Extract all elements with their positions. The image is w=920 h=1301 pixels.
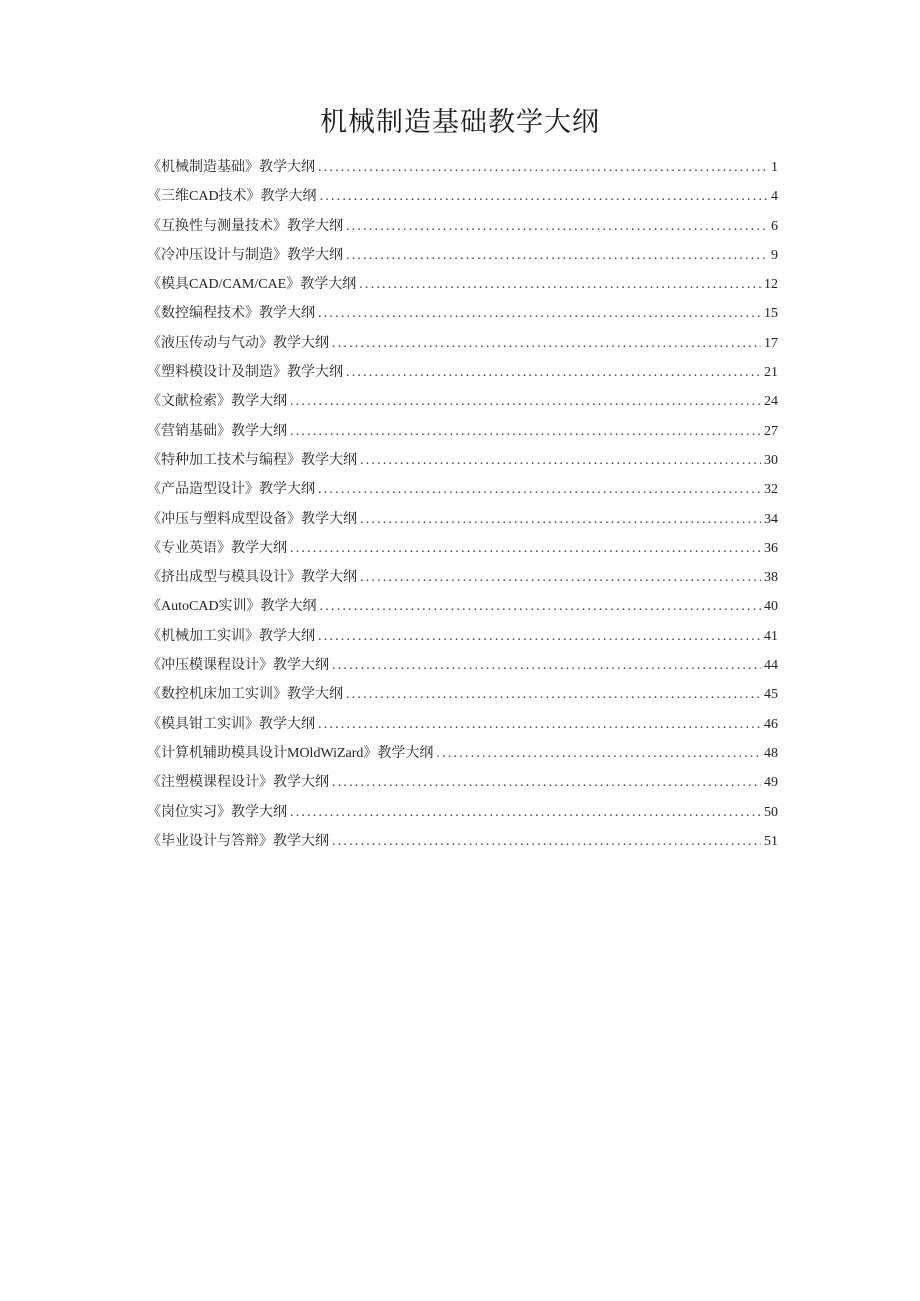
toc-dot-leader <box>290 417 761 446</box>
toc-entry[interactable] <box>147 387 778 416</box>
toc-entry-title: 《挤出成型与模具设计》教学大纲 <box>147 570 357 586</box>
toc-entry-title: 《数控编程技术》教学大纲 <box>147 306 315 322</box>
toc-entry[interactable] <box>147 827 778 856</box>
toc-entry[interactable] <box>147 768 778 797</box>
toc-entry-title: 《岗位实习》教学大纲 <box>147 804 287 820</box>
toc-page-number: 21 <box>764 365 778 381</box>
toc-dot-leader <box>320 182 768 211</box>
toc-entry-title: 《互换性与测量技术》教学大纲 <box>147 218 343 234</box>
toc-entry[interactable] <box>147 153 778 182</box>
toc-entry-title: 《计算机辅助模具设计MOldWiZard》教学大纲 <box>147 745 434 761</box>
toc-entry[interactable] <box>147 212 778 241</box>
toc-entry[interactable] <box>147 710 778 739</box>
toc-entry-title: 《三维CAD技术》教学大纲 <box>147 189 317 205</box>
toc-page-number: 50 <box>764 804 778 820</box>
toc-entry-title: 《营销基础》教学大纲 <box>147 423 287 439</box>
toc-entry[interactable] <box>147 299 778 328</box>
toc-page-number: 34 <box>764 511 778 527</box>
toc-page-number: 12 <box>764 277 778 293</box>
toc-entry-title: 《液压传动与气动》教学大纲 <box>147 335 329 351</box>
toc-dot-leader <box>346 358 761 387</box>
toc-page-number: 30 <box>764 452 778 468</box>
toc-dot-leader <box>290 798 761 827</box>
toc-entry-title: 《特种加工技术与编程》教学大纲 <box>147 452 357 468</box>
toc-dot-leader <box>332 827 761 856</box>
toc-entry[interactable] <box>147 241 778 270</box>
toc-dot-leader <box>346 680 761 709</box>
toc-page-number: 9 <box>771 247 778 263</box>
toc-entry[interactable] <box>147 446 778 475</box>
toc-page-number: 24 <box>764 394 778 410</box>
toc-entry-title: 《冲压模课程设计》教学大纲 <box>147 658 329 674</box>
toc-entry[interactable] <box>147 798 778 827</box>
toc-dot-leader <box>360 505 761 534</box>
toc-entry-title: 《冲压与塑料成型设备》教学大纲 <box>147 511 357 527</box>
toc-dot-leader <box>332 651 761 680</box>
toc-entry-title: 《模具钳工实训》教学大纲 <box>147 716 315 732</box>
toc-page-number: 6 <box>771 218 778 234</box>
toc-entry[interactable] <box>147 622 778 651</box>
toc-entry[interactable] <box>147 680 778 709</box>
toc-page-number: 4 <box>771 189 778 205</box>
toc-dot-leader <box>290 534 761 563</box>
toc-page-number: 41 <box>764 628 778 644</box>
toc-entry[interactable] <box>147 592 778 621</box>
toc-entry-title: 《数控机床加工实训》教学大纲 <box>147 687 343 703</box>
toc-entry[interactable] <box>147 505 778 534</box>
toc-entry[interactable] <box>147 182 778 211</box>
toc-entry-title: 《机械加工实训》教学大纲 <box>147 628 315 644</box>
toc-entry-title: 《毕业设计与答辩》教学大纲 <box>147 833 329 849</box>
toc-page-number: 1 <box>771 160 778 175</box>
toc-dot-leader <box>360 446 761 475</box>
toc-entry-title: 《注塑模课程设计》教学大纲 <box>147 775 329 791</box>
toc-dot-leader <box>318 622 761 651</box>
toc-dot-leader <box>318 299 761 328</box>
toc-entry-title: 《模具CAD/CAM/CAE》教学大纲 <box>147 277 357 293</box>
toc-dot-leader <box>320 592 761 621</box>
toc-page-number: 49 <box>764 775 778 791</box>
toc-page-number: 48 <box>764 745 778 761</box>
toc-dot-leader <box>346 212 768 241</box>
toc-entry[interactable] <box>147 270 778 299</box>
toc-dot-leader <box>290 387 761 416</box>
toc-dot-leader <box>359 270 761 299</box>
toc-dot-leader <box>346 241 768 270</box>
toc-entry[interactable] <box>147 475 778 504</box>
toc-entry-title: 《产品造型设计》教学大纲 <box>147 482 315 498</box>
toc-dot-leader <box>318 475 761 504</box>
toc-entry-title: 《专业英语》教学大纲 <box>147 540 287 556</box>
toc-page-number: 17 <box>764 335 778 351</box>
toc-dot-leader <box>318 153 768 182</box>
toc-page-number: 40 <box>764 599 778 615</box>
toc-page-number: 51 <box>764 833 778 849</box>
toc-dot-leader <box>332 329 761 358</box>
toc-entry[interactable] <box>147 739 778 768</box>
table-of-contents <box>147 153 778 856</box>
toc-entry[interactable] <box>147 534 778 563</box>
toc-entry-title: 《冷冲压设计与制造》教学大纲 <box>147 247 343 263</box>
toc-entry[interactable] <box>147 563 778 592</box>
toc-page-number: 38 <box>764 570 778 586</box>
toc-dot-leader <box>332 768 761 797</box>
toc-entry-title: 《文献检索》教学大纲 <box>147 394 287 410</box>
toc-page-number: 27 <box>764 423 778 439</box>
page-title: 机械制造基础教学大纲 <box>320 107 600 137</box>
toc-entry[interactable] <box>147 417 778 446</box>
toc-entry[interactable] <box>147 358 778 387</box>
toc-entry-title: 《机械制造基础》教学大纲 <box>147 160 315 175</box>
toc-entry-title: 《塑料模设计及制造》教学大纲 <box>147 365 343 381</box>
toc-entry-title: 《AutoCAD实训》教学大纲 <box>147 599 317 615</box>
toc-dot-leader <box>360 563 761 592</box>
toc-page-number: 46 <box>764 716 778 732</box>
toc-page-number: 45 <box>764 687 778 703</box>
toc-page-number: 15 <box>764 306 778 322</box>
toc-page-number: 32 <box>764 482 778 498</box>
toc-dot-leader <box>436 739 761 768</box>
toc-page-number: 36 <box>764 540 778 556</box>
toc-dot-leader <box>318 710 761 739</box>
toc-entry[interactable] <box>147 651 778 680</box>
toc-entry[interactable] <box>147 329 778 358</box>
toc-page-number: 44 <box>764 658 778 674</box>
